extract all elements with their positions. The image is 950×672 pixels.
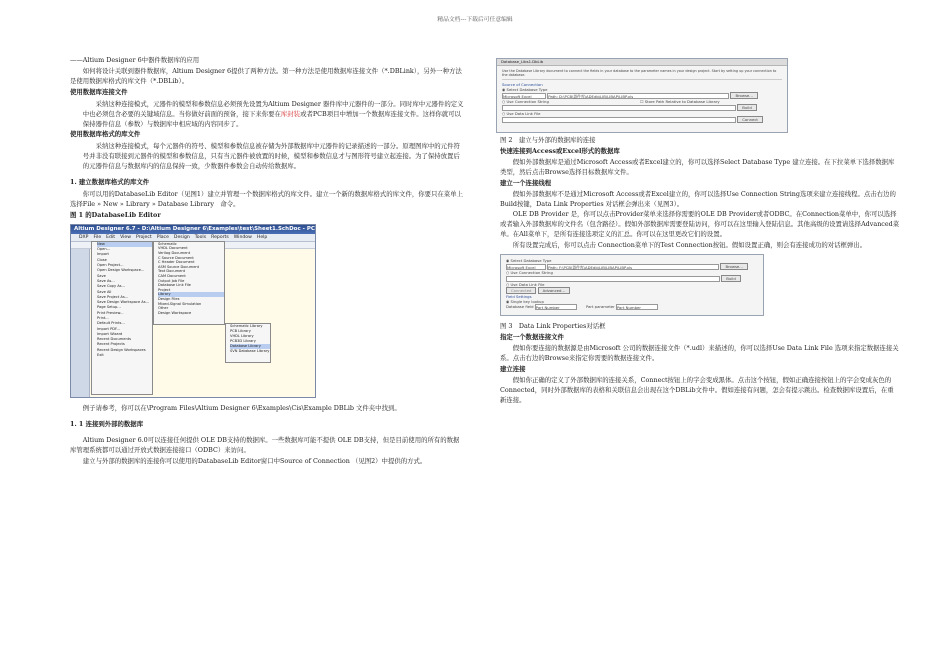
figure2-source-label: Source of Connection — [502, 82, 543, 88]
figure1-new-menu-item[interactable]: Project — [158, 287, 171, 292]
figure3-single-key[interactable]: ◉ Single key lookup — [506, 299, 544, 305]
figure2-path-input[interactable]: Path: D:\PCB\器件库\ADEdb\LIB\LIBAP\LIBP.xls — [547, 93, 729, 99]
figure1-caption: 图 1 的DatabaseLib Editor — [70, 210, 161, 219]
figure3-build-button[interactable]: Build — [721, 275, 741, 282]
figure1-menu-item[interactable]: Reports — [211, 234, 229, 240]
figure1-file-menu-item[interactable]: Open Project... — [97, 263, 124, 268]
figure2-build-button[interactable]: Build — [737, 104, 757, 111]
figure1-menu-item[interactable]: Help — [256, 234, 268, 240]
figure1-menu-item[interactable]: View — [120, 234, 131, 240]
link-paragraph-1: 假如外部数据库不是通过Microsoft Access或者Excel建立的，你可以选择Use Connection String选项来建立连接线程。点击右边的Build按键，Data Link Properties 对话框会弹出来（见图3）。 — [500, 189, 896, 208]
heading-access-excel: 快速连接到Access或Excel形式的数据库 — [500, 146, 620, 155]
figure1-new-menu-item[interactable]: Verilog Document — [158, 251, 191, 256]
figure3-opt-udl[interactable]: ○ Use Data Link File — [506, 282, 545, 288]
figure3-type-select[interactable]: Microsoft Excel — [506, 264, 546, 270]
figure1-menu-item[interactable]: DXP — [79, 234, 89, 240]
figure1-file-menu-item[interactable]: Save Copy As... — [97, 284, 125, 289]
figure1-menu-item[interactable]: File — [93, 234, 102, 240]
figure1-file-menu-item[interactable]: Save As... — [97, 278, 115, 283]
establish-connection-paragraph: 假如你正确的定义了外部数据库的连接关系，Connect按钮上的字会变成黑体。点击这个按钮，假如正确连接按钮上的字会变成灰色的Connected，同时外部数据库的表格和关联信息会出现在这个DBLib文件中。假如连接有问题，怎会有提示跳出。检查数据库设置后，在重新连接。 — [500, 375, 894, 404]
link-paragraph-3: 所有设置完成后，你可以点击 Connection菜单下的Test Connection按钮。假如设置正确，则会有连接成功的对话框弹出。 — [512, 241, 867, 250]
figure3-opt-connection-string[interactable]: ○ Use Connection String — [506, 270, 553, 276]
heading-udl: 指定一个数据连接文件 — [500, 333, 564, 342]
figure1-file-menu-item[interactable]: Recent Projects — [97, 342, 125, 347]
figure3-dialog — [500, 254, 764, 316]
figure3-advanced-button[interactable]: Advanced... — [538, 287, 570, 294]
figure1-file-menu-item[interactable]: Default Prints... — [97, 321, 125, 326]
figure3-browse-button[interactable]: Browse... — [720, 263, 747, 270]
figure3-part-parameter-select[interactable]: Part Number — [616, 304, 658, 310]
dblib-paragraph: 采纳这种连接模式，每个元器件的符号、模型和参数信息被存储为外部数据库中元器件的记录描述的一部分。原理图库中的元件符号并非没有联接到元器件的模型和参数信息，只有当元器件被放置的时候，模型和参数信息才与图形符号建立起连接。为了保持放置后的元器件信息与数据库内的信息保持一致，少数器件参数会自动传给数据库。 — [82, 142, 460, 171]
figure1-menu-item[interactable]: Tools — [194, 234, 207, 240]
figure1-file-menu-item[interactable]: Import PDF... — [97, 326, 120, 331]
figure1-library-menu-item[interactable]: Database Library — [230, 344, 270, 349]
figure3-path-input[interactable]: Path: F:\PCB\器件库\ADEdb\LIB\LIBAP\LIBP.xls — [547, 264, 719, 270]
intro-paragraph: 如何将设计关联到器件数据库，Altium Designer 6提供了两种方法。第一种方法是使用数据库连接文件（*.DBLink），另外一种方法是使用数据库格式的库文件（*.DBLib）。 — [70, 66, 462, 85]
figure1-file-menu-item[interactable]: Save Project As... — [97, 294, 129, 299]
figure3-database-field-label: Database field — [506, 304, 534, 310]
figure2-opt-udl[interactable]: ○ Use Data Link File — [502, 111, 541, 117]
heading-dblib: 使用数据库格式的库文件 — [70, 130, 141, 139]
connect-paragraph-2: 建立与外部的数据库的连接你可以使用的DatabaseLib Editor窗口中Source of Connection （见图2）中提供的方式。 — [82, 456, 427, 465]
figure1-file-menu-item[interactable]: Import Wizard — [97, 331, 123, 336]
figure1-file-menu-item[interactable]: Save All — [97, 289, 112, 294]
figure1-library-menu-item[interactable]: PCB3D Library — [230, 338, 256, 343]
figure1-new-menu-item[interactable]: Design Workspace — [158, 310, 192, 315]
figure1-window-title: Altium Designer 6.7 - D:\Altium Designer 6\Examples\test\Sheet1.SchDoc - PC — [71, 225, 315, 234]
figure1-file-menu-item[interactable]: Page Setup... — [97, 305, 121, 310]
figure1-new-menu-item[interactable]: Other — [158, 306, 169, 311]
footprint-link[interactable]: 库封装 — [280, 109, 301, 118]
figure2-opt-select-type[interactable]: ◉ Select Database Type — [502, 87, 548, 93]
figure1-new-menu-item[interactable]: Text Document — [158, 269, 186, 274]
figure1-new-menu-item[interactable]: Design Files — [158, 296, 180, 301]
figure1-file-menu-item[interactable]: Exit — [97, 353, 104, 358]
figure1-file-menu-item[interactable]: Import — [97, 252, 109, 257]
figure1-new-menu-item[interactable]: Schematic — [158, 241, 177, 246]
figure1-menu-item[interactable]: Project — [135, 234, 152, 240]
dblink-paragraph: 采纳这种连接模式，元器件的模型和参数信息必须预先设置为Altium Designer 器件库中元器件的一部分。同时库中元器件的定义中也必须包含必要的关键域信息。当你做好前面的预备，接下来你要在库封装或者PCB项目中增加一个数据库连接文件。这样你就可以保持器件信息（参数）与数据库中相应域的内容同步了。 — [82, 99, 464, 128]
figure1-file-menu-item[interactable]: Save — [97, 273, 106, 278]
heading-connect-external: 1. 1 连接到外部的数据库 — [70, 419, 144, 428]
connect-paragraph-1: Altium Designer 6.0可以连接任何提供 OLE DB支持的数据库。一些数据库可能不提供 OLE DB支持，但是目前使用的所有的数据库管理系统都可以通过开放式数据连接接口（ODBC）来访问。 — [70, 435, 460, 454]
figure2-type-select[interactable]: Microsoft Excel — [502, 93, 546, 99]
link-paragraph-2: OLE DB Provider 是，你可以点击Provider菜单来选择你需要的OLE DB Provider或者ODBC。在Connection菜单中，你可以选择或者输入外部数据库的文件名（包含路径）。假如外部数据库需要登陆访问，你可以在这里输入登陆信息。其他高级的设置请选择Advanced菜单。在All菜单下，是所有连接选项定义的汇总。你可以在这里更改它们的设置。 — [500, 210, 900, 239]
figure2-browse-button[interactable]: Browse... — [730, 92, 757, 99]
figure1-new-menu-item[interactable]: C Source Document — [158, 255, 194, 260]
figure1-screenshot — [70, 224, 316, 398]
figure1-new-menu-item[interactable]: Output Job File — [158, 278, 185, 283]
figure1-file-menu-item[interactable]: Save Design Workspace As... — [97, 300, 150, 305]
figure2-relative-checkbox[interactable]: ☐ Store Path Relative to Database Library — [640, 99, 720, 105]
figure1-new-menu-item[interactable]: Database Link File — [158, 283, 191, 288]
figure1-new-menu-item[interactable]: Mixed-Signal Simulation — [158, 301, 202, 306]
figure2-title: Database_Libs1.DbLib — [497, 59, 787, 66]
figure1-menu-item[interactable]: Window — [233, 234, 252, 240]
figure1-library-menu-item[interactable]: SVN Database Library — [230, 348, 270, 353]
page-header: 精品文档---下载后可任意编辑 — [437, 17, 513, 23]
figure3-opt-select-type[interactable]: ◉ Select Database Type — [506, 258, 552, 264]
figure2-dialog — [496, 58, 788, 133]
figure1-menu-item[interactable]: Place — [156, 234, 169, 240]
heading-connection-string: 建立一个连接线程 — [500, 178, 552, 187]
figure1-menu-item[interactable]: Design — [173, 234, 190, 240]
heading-create-library: 1. 建立数据库格式的库文件 — [70, 178, 150, 187]
figure1-side-panel — [71, 249, 90, 397]
figure1-file-menu — [91, 241, 153, 395]
figure1-new-menu-item[interactable]: VHDL Document — [158, 246, 188, 251]
figure1-new-menu-item[interactable]: C Header Document — [158, 260, 195, 265]
figure2-opt-connection-string[interactable]: ○ Use Connection String ☐ Store Path Relative to Database Library — [502, 99, 720, 105]
figure1-file-menu-item[interactable]: Recent Documents — [97, 337, 132, 342]
figure2-caption: 图 2 建立与外部的数据库的连接 — [500, 136, 596, 144]
figure3-database-field-select[interactable]: Part Number — [535, 304, 577, 310]
figure1-library-menu-item[interactable]: VHDL Library — [230, 333, 254, 338]
figure3-field-settings: Field Settings — [506, 294, 532, 300]
figure1-new-menu-item[interactable]: ASM Source Document — [158, 264, 200, 269]
right-column — [500, 59, 900, 407]
figure2-udl-input[interactable] — [502, 117, 736, 123]
figure1-file-menu-item[interactable]: Open Design Workspace... — [97, 268, 145, 273]
create-paragraph: 你可以用的DatabaseLib Editor（见图1）建立并管理一个数据库格式的库文件。建立一个新的数据库格式的库文件，你要只在菜单上选择File » New » Library » Database Library 命令。 — [70, 190, 463, 208]
figure1-file-menu-item[interactable]: Close — [97, 257, 107, 262]
figure1-file-menu-item[interactable]: Open... — [97, 247, 111, 252]
figure2-connect-button[interactable]: Connect — [737, 116, 763, 123]
article-title: ——Altium Designer 6中器件数据库的应用 — [70, 56, 200, 64]
figure1-new-menu-item[interactable]: Library — [158, 292, 224, 297]
figure3-caption: 图 3 Data Link Properties对话框 — [500, 322, 606, 331]
figure3-part-parameter-label: Part parameter — [585, 304, 615, 310]
left-column — [70, 56, 465, 467]
figure1-file-menu-item[interactable]: New — [97, 242, 152, 247]
figure1-library-submenu — [225, 323, 271, 363]
figure1-new-menu-item[interactable]: CAM Document — [158, 273, 186, 278]
figure1-library-menu-item[interactable]: Schematic Library — [230, 323, 263, 328]
figure1-menu-item[interactable]: Edit — [106, 234, 116, 240]
example-path-paragraph: 例子请参考，你可以在\Program Files\Altium Designer 6\Examples\Cis\Example DBLib 文件夹中找到。 — [82, 403, 401, 412]
udl-paragraph: 假如你要连接的数据源是由Microsoft 公司的数据连接文件（*.udl）来描述的，你可以选择Use Data Link File 选项来指定数据连接关系。点击右边的Browse来指定你需要的数据连接文件。 — [500, 343, 899, 362]
figure1-file-menu-item[interactable]: Print... — [97, 315, 109, 320]
figure2-description: Use the Database Library document to connect the fields in your database to the parameter names in your design project. Start by setting up your connection to the database. — [502, 69, 777, 78]
figure1-file-menu-item[interactable]: Recent Design Workspaces — [97, 347, 146, 352]
figure1-new-submenu — [153, 241, 225, 325]
figure1-library-menu-item[interactable]: PCB Library — [230, 328, 251, 333]
access-paragraph: 假如外部数据库是通过Microsoft Access或者Excel建立的，你可以选择Select Database Type 建立连接。在下拉菜单下选择数据库类型，然后点击Browse选择目标数据库文件。 — [500, 157, 895, 176]
figure3-connected-button[interactable]: Connected — [506, 287, 536, 294]
figure1-file-menu-item[interactable]: Print Preview... — [97, 310, 124, 315]
heading-dblink: 使用数据库连接文件 — [70, 87, 128, 96]
heading-establish-connection: 建立连接 — [500, 364, 526, 373]
